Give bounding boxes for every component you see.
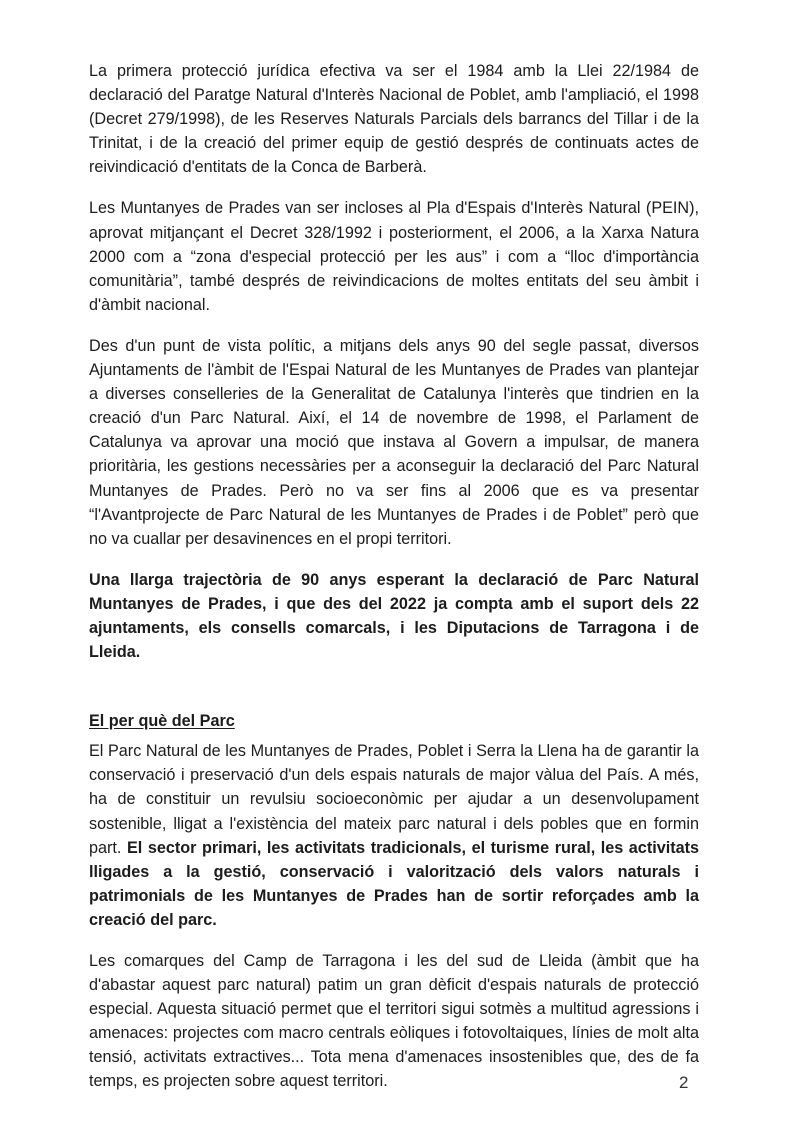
paragraph-why-park xyxy=(89,739,699,932)
paragraph-pein: Les Muntanyes de Prades van ser incloses al Pla d'Espais d'Interès Natural (PEIN), aprovat mitjançant el Decret 328/1992 i posteriorment, el 2006, a la Xarxa Natura 2000 com a “zona d'especial protecció per les aus” i com a “lloc d'importància comunitària”, també després de reivindicacions de moltes entitats del seu àmbit i d'àmbit nacional. xyxy=(89,199,699,314)
paragraph-trajectory-bold: Una llarga trajectòria de 90 anys esperant la declaració de Parc Natural Muntanyes de Prades, i que des del 2022 ja compta amb el suport dels 22 ajuntaments, els consells comarcals, i les Diputacions de Tarragona i de Lleida. xyxy=(89,570,699,662)
paragraph-political: Des d'un punt de vista polític, a mitjans dels anys 90 del segle passat, diversos Ajuntaments de l'àmbit de l'Espai Natural de les Muntanyes de Prades van plantejar a diverses conselleries de la Generalitat de Catalunya l'interès que tindrien en la creació d'un Parc Natural. Així, el 14 de novembre de 1998, el Parlament de Catalunya va aprovar una moció que instava al Govern a impulsar, de manera prioritària, les gestions necessàries per a aconseguir la declaració del Parc Natural Muntanyes de Prades. Però no va ser fins al 2006 que es va presentar “l'Avantprojecte de Parc Natural de les Muntanyes de Prades i de Poblet” però que no va cuallar per desavinences en el propi territori. xyxy=(89,336,699,548)
page-number: 2 xyxy=(679,1073,689,1092)
paragraph-legal-protection: La primera protecció jurídica efectiva va ser el 1984 amb la Llei 22/1984 de declaració del Paratge Natural d'Interès Nacional de Poblet, amb l'ampliació, el 1998 (Decret 279/1998), de les Reserves Naturals Parcials dels barrancs del Tillar i de la Trinitat, i de la creació del primer equip de gestió després de continuats actes de reivindicació d'entitats de la Conca de Barberà. xyxy=(89,62,699,177)
document-body xyxy=(89,59,699,1111)
paragraph-why-park-text: El Parc Natural de les Muntanyes de Prades, Poblet i Serra la Llena ha de garantir la conservació i preservació d'un dels espais naturals de major vàlua del País. A més, ha de constituir un revulsiu socioeconòmic per ajudar a un desenvolupament sostenible, lligat a l'existència del mateix parc natural i dels pobles que en formin part. xyxy=(89,742,699,857)
section-heading: El per què del Parc xyxy=(89,712,235,731)
paragraph-deficit: Les comarques del Camp de Tarragona i les del sud de Lleida (àmbit que ha d'abastar aquest parc natural) patim un gran dèficit d'espais naturals de protecció especial. Aquesta situació permet que el territori sigui sotmès a multitud agressions i amenaces: projectes com macro centrals eòliques i fotovoltaiques, línies de molt alta tensió, activitats extractives... Tota mena d'amenaces insostenibles que, des de fa temps, es projecten sobre aquest territori. xyxy=(89,952,699,1091)
paragraph-why-park-bold: El sector primari, les activitats tradicionals, el turisme rural, les activitats lligades a la gestió, conservació i valorització dels valors naturals i patrimonials de les Muntanyes de Prades han de sortir reforçades amb la creació del parc. xyxy=(89,838,699,929)
